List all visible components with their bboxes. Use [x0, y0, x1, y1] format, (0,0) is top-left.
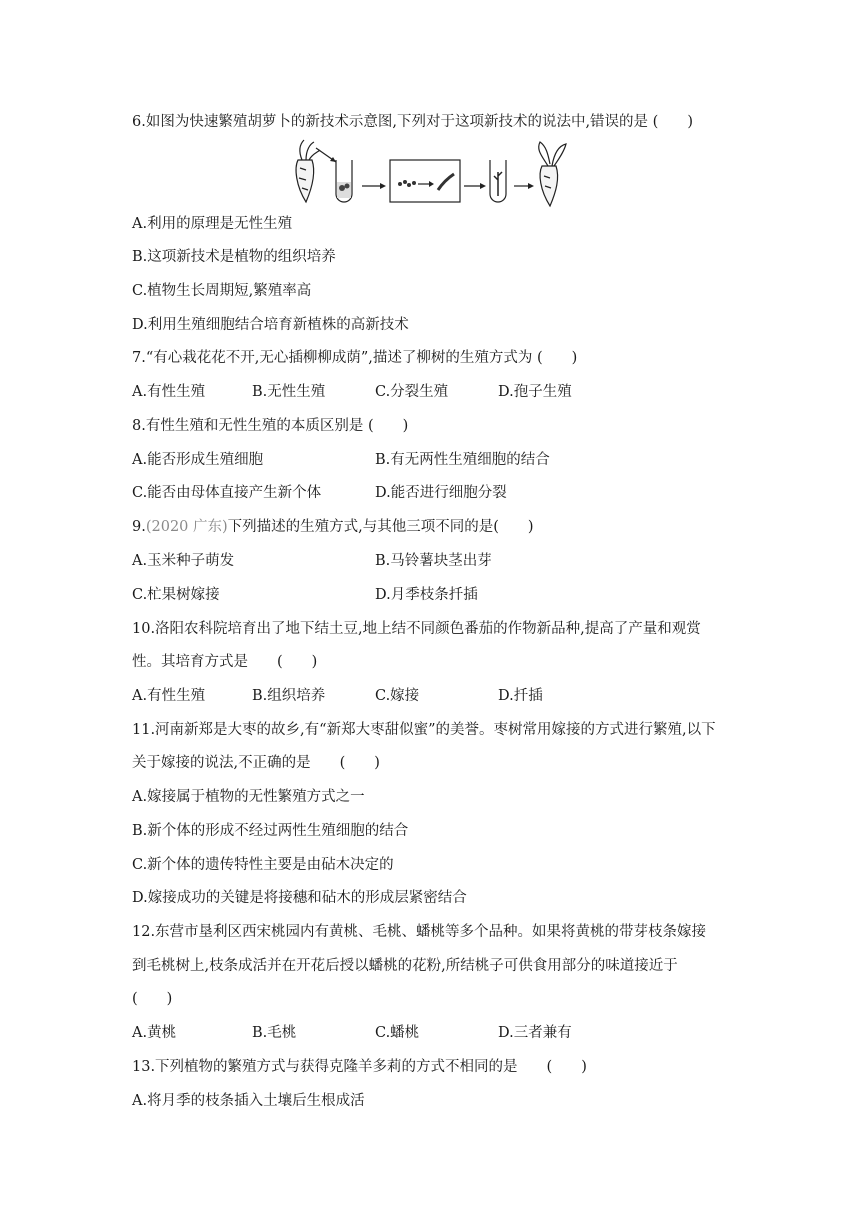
- q7-option-d: D.孢子生殖: [498, 384, 572, 400]
- q12-stem-line3: ( ): [132, 991, 173, 1007]
- q10-option-c: C.嫁接: [375, 688, 420, 704]
- q6-stem: 6.如图为快速繁殖胡萝卜的新技术示意图,下列对于这项新技术的说法中,错误的是 ( ): [132, 114, 693, 130]
- q9-stem: [132, 517, 534, 537]
- carrot-plant-icon: [539, 142, 566, 206]
- q6-option-a: A.利用的原理是无性生殖: [132, 216, 293, 232]
- q6-option-c: C.植物生长周期短,繁殖率高: [132, 283, 312, 299]
- q7-stem: 7.“有心栽花花不开,无心插柳柳成荫”,描述了柳树的生殖方式为 ( ): [132, 350, 578, 366]
- q9-source: (2020 广东): [145, 519, 228, 535]
- q9-option-c: C.杧果树嫁接: [132, 587, 220, 603]
- q8-stem: 8.有性生殖和无性生殖的本质区别是 ( ): [132, 418, 409, 434]
- q12-option-a: A.黄桃: [132, 1025, 177, 1041]
- q9-option-d: D.月季枝条扦插: [375, 587, 478, 603]
- q11-stem-line2: 关于嫁接的说法,不正确的是 ( ): [132, 755, 380, 771]
- carrot-tissue-culture-diagram: [290, 138, 570, 208]
- q13-stem: 13.下列植物的繁殖方式与获得克隆羊多莉的方式不相同的是 ( ): [132, 1059, 587, 1075]
- q11-option-b: B.新个体的形成不经过两性生殖细胞的结合: [132, 823, 409, 839]
- q9-text: 下列描述的生殖方式,与其他三项不同的是( ): [227, 519, 534, 535]
- test-tube-seedling-icon: [490, 160, 506, 202]
- q10-option-a: A.有性生殖: [132, 688, 206, 704]
- q10-option-b: B.组织培养: [252, 688, 326, 704]
- q8-option-a: A.能否形成生殖细胞: [132, 452, 264, 468]
- q11-option-a: A.嫁接属于植物的无性繁殖方式之一: [132, 789, 365, 805]
- q10-option-d: D.扦插: [498, 688, 543, 704]
- q12-option-b: B.毛桃: [252, 1025, 297, 1041]
- q9-number: 9.: [132, 519, 146, 535]
- q10-stem-line1: 10.洛阳农科院培育出了地下结土豆,地上结不同颜色番茄的作物新品种,提高了产量和观赏: [132, 621, 701, 637]
- q12-stem-line1: 12.东营市垦利区西宋桃园内有黄桃、毛桃、蟠桃等多个品种。如果将黄桃的带芽枝条嫁接: [132, 924, 707, 940]
- q6-option-b: B.这项新技术是植物的组织培养: [132, 249, 336, 265]
- q8-option-c: C.能否由母体直接产生新个体: [132, 485, 322, 501]
- q8-option-d: D.能否进行细胞分裂: [375, 485, 507, 501]
- q6-option-d: D.利用生殖细胞结合培育新植株的高新技术: [132, 317, 409, 333]
- q13-option-a: A.将月季的枝条插入土壤后生根成活: [132, 1093, 365, 1109]
- q12-option-c: C.蟠桃: [375, 1025, 420, 1041]
- q11-option-d: D.嫁接成功的关键是将接穗和砧木的形成层紧密结合: [132, 890, 467, 906]
- q10-stem-line2: 性。其培育方式是 ( ): [132, 654, 318, 670]
- q9-option-b: B.马铃薯块茎出芽: [375, 553, 492, 569]
- q7-option-c: C.分裂生殖: [375, 384, 449, 400]
- q9-option-a: A.玉米种子萌发: [132, 553, 235, 569]
- q7-option-b: B.无性生殖: [252, 384, 326, 400]
- q11-option-c: C.新个体的遗传特性主要是由砧木决定的: [132, 857, 394, 873]
- q8-option-b: B.有无两性生殖细胞的结合: [375, 452, 550, 468]
- test-tube-icon: [336, 160, 352, 202]
- q7-option-a: A.有性生殖: [132, 384, 206, 400]
- carrot-icon: [296, 140, 320, 202]
- culture-box: [390, 160, 460, 202]
- q11-stem-line1: 11.河南新郑是大枣的故乡,有“新郑大枣甜似蜜”的美誉。枣树常用嫁接的方式进行繁殖,以下: [132, 722, 716, 738]
- q12-stem-line2: 到毛桃树上,枝条成活并在开花后授以蟠桃的花粉,所结桃子可供食用部分的味道接近于: [132, 958, 678, 974]
- q12-option-d: D.三者兼有: [498, 1025, 572, 1041]
